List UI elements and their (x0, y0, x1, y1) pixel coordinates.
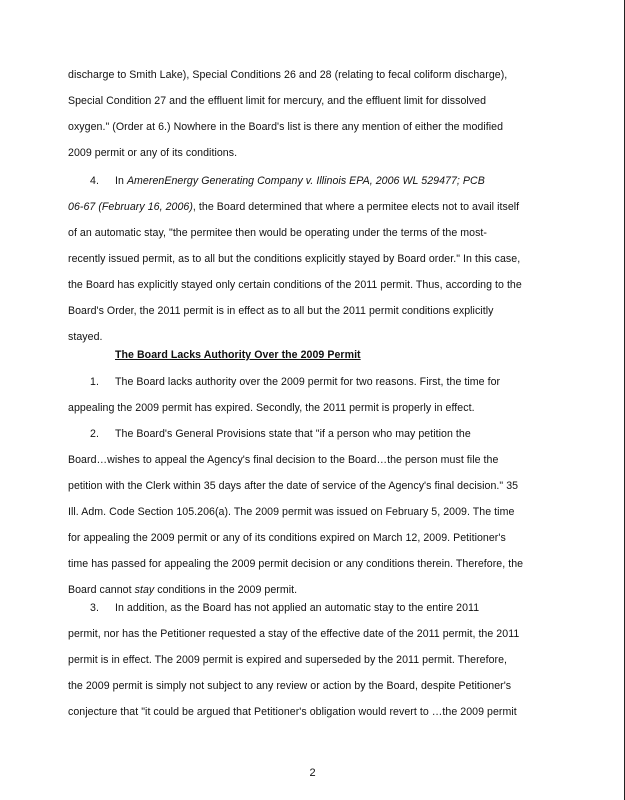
text-line (68, 305, 493, 317)
text-segment: Board's Order, the 2011 permit is in effect as to all but the 2011 permit conditions explicitly (68, 305, 494, 317)
paragraph-number: 2. (90, 428, 99, 440)
text-line (68, 584, 297, 596)
text-segment: oxygen." (Order at 6.) Nowhere in the Board's list is there any mention of either the modified (68, 121, 504, 133)
text-segment: recently issued permit, as to all but the conditions explicitly stayed by Board order." In this case, (68, 253, 521, 265)
text-segment: Board cannot (68, 584, 135, 596)
text-segment: conjecture that "it could be argued that Petitioner's obligation would revert to …the 2009 permit (68, 706, 517, 718)
text-line (68, 532, 506, 544)
text-line (68, 201, 519, 213)
text-segment: The Board's General Provisions state that "if a person who may petition the (115, 428, 471, 440)
text-segment: , the Board determined that where a permitee elects not to avail itself (192, 201, 520, 213)
italic-text: stay (134, 584, 155, 596)
text-line (68, 480, 518, 492)
text-line (68, 506, 514, 518)
text-segment: Board…wishes to appeal the Agency's final decision to the Board…the person must file the (68, 454, 499, 466)
italic-text: AmerenEnergy Generating Company v. Illinois EPA, 2006 WL 529477; PCB (126, 175, 485, 187)
text-line (68, 95, 486, 107)
text-line (68, 147, 237, 159)
text-segment: In (115, 175, 127, 187)
text-line (68, 628, 519, 640)
text-segment: Ill. Adm. Code Section 105.206(a). The 2009 permit was issued on February 5, 2009. The time (68, 506, 515, 518)
text-segment: petition with the Clerk within 35 days after the date of service of the Agency's final decision." 35 (68, 480, 519, 492)
text-segment: Special Condition 27 and the effluent limit for mercury, and the effluent limit for dissolved (68, 95, 487, 107)
text-line (68, 227, 487, 239)
text-line (68, 654, 507, 666)
text-line (68, 558, 523, 570)
text-line (90, 602, 480, 614)
text-segment: The Board lacks authority over the 2009 permit for two reasons. First, the time for (115, 376, 501, 388)
text-segment: conditions in the 2009 permit. (154, 584, 298, 596)
text-segment: appealing the 2009 permit has expired. Secondly, the 2011 permit is properly in effect. (68, 402, 475, 414)
text-line (68, 454, 498, 466)
text-segment: for appealing the 2009 permit or any of its conditions expired on March 12, 2009. Petitioner's (68, 532, 506, 544)
text-line (68, 253, 520, 265)
text-line (68, 69, 507, 81)
text-line (90, 175, 485, 187)
text-line (68, 279, 522, 291)
text-line (68, 402, 475, 414)
paragraph-number: 3. (90, 602, 99, 614)
text-segment: the Board has explicitly stayed only certain conditions of the 2011 permit. Thus, according to the (68, 279, 522, 291)
paragraph-number: 1. (90, 376, 99, 388)
italic-text: 06-67 (February 16, 2006) (68, 201, 193, 213)
text-line (68, 680, 511, 692)
text-segment: The Board Lacks Authority Over the 2009 Permit (115, 349, 361, 361)
text-segment: time has passed for appealing the 2009 permit decision or any conditions therein. Therefore, the (68, 558, 524, 570)
text-line (68, 121, 503, 133)
text-segment: discharge to Smith Lake), Special Conditions 26 and 28 (relating to fecal coliform discharge), (68, 69, 508, 81)
text-line (68, 706, 517, 718)
text-line (90, 428, 471, 440)
text-segment: permit, nor has the Petitioner requested a stay of the effective date of the 2011 permit, the 2011 (68, 628, 520, 640)
text-segment: the 2009 permit is simply not subject to any review or action by the Board, despite Petitioner's (68, 680, 512, 692)
text-segment: 2009 permit or any of its conditions. (68, 147, 238, 159)
section-heading (115, 349, 361, 361)
page-number: 2 (309, 767, 316, 779)
text-line (68, 331, 103, 343)
paragraph-number: 4. (90, 175, 99, 187)
text-segment: permit is in effect. The 2009 permit is expired and superseded by the 2011 permit. Therefore, (68, 654, 508, 666)
text-segment: stayed. (68, 331, 103, 343)
text-line (90, 376, 501, 388)
text-segment: of an automatic stay, "the permitee then would be operating under the terms of the most- (68, 227, 487, 239)
text-segment: In addition, as the Board has not applied an automatic stay to the entire 2011 (115, 602, 480, 614)
